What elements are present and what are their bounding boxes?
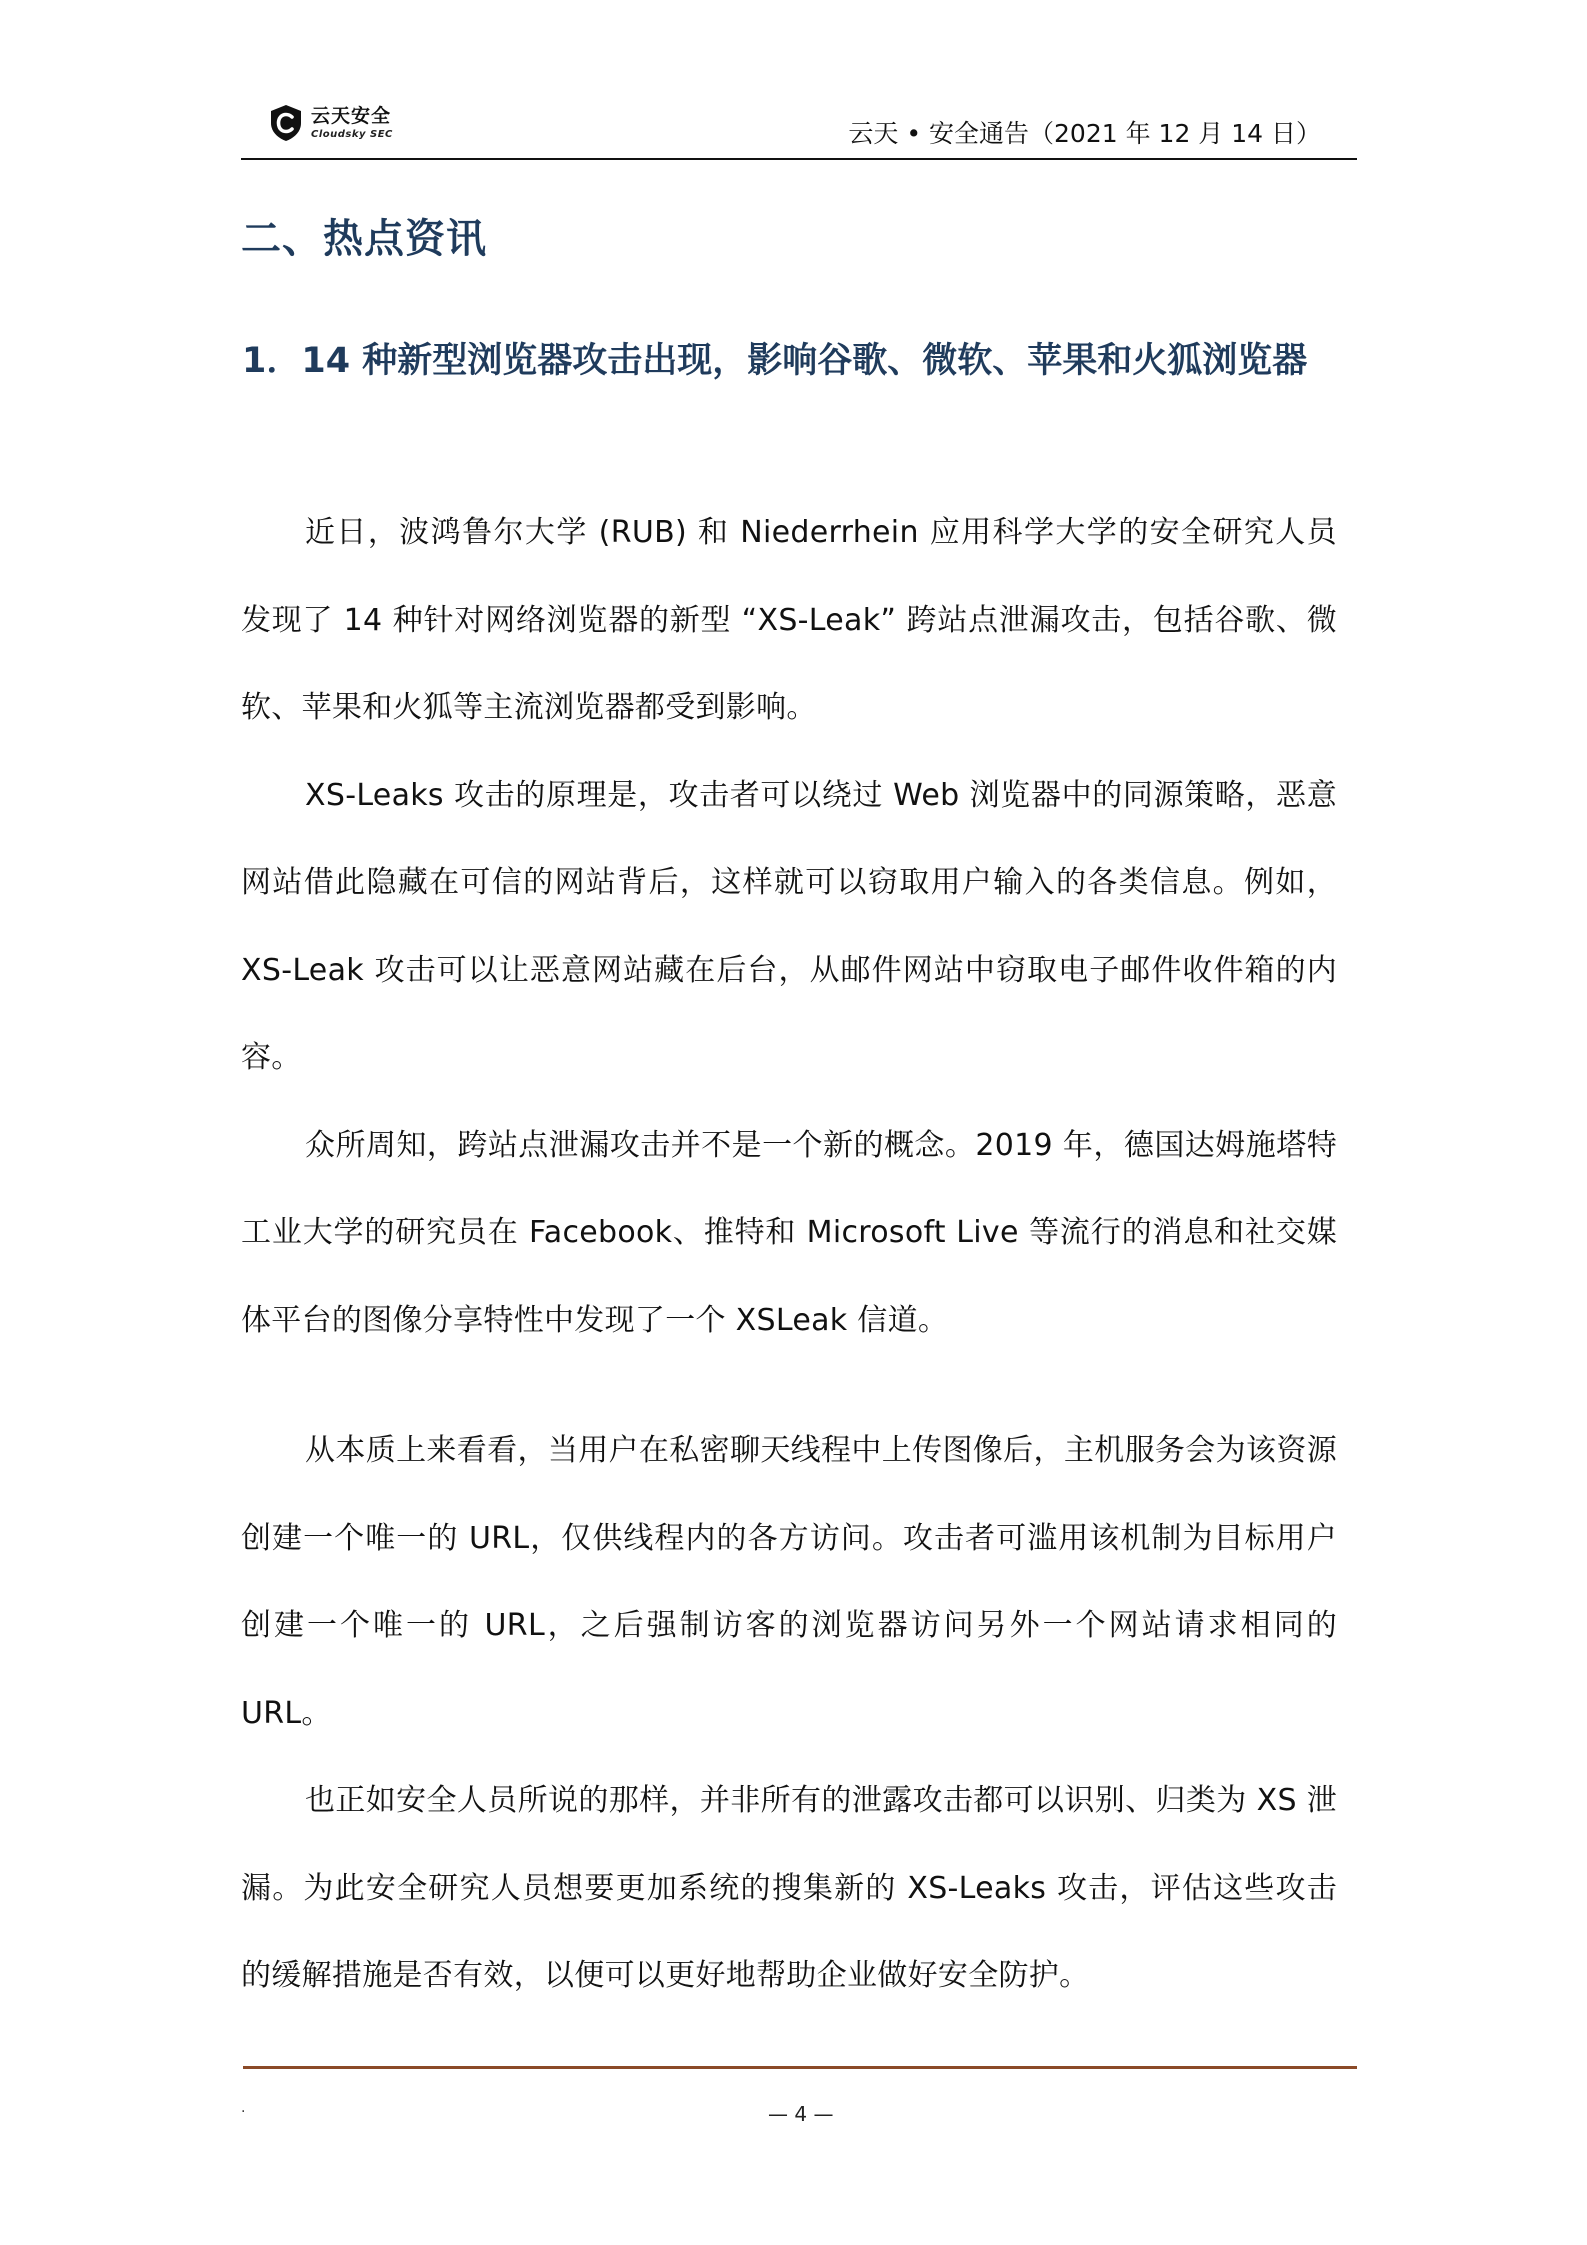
article-heading xyxy=(186,318,1346,405)
logo-english-name: Cloudsky SEC xyxy=(311,128,393,140)
article-heading-text: 1．14 种新型浏览器攻击出现，影响谷歌、微软、苹果和火狐浏览器 xyxy=(242,341,1308,381)
section-heading: 二、热点资讯 xyxy=(241,216,487,262)
company-logo xyxy=(269,100,393,146)
header-divider xyxy=(241,158,1357,160)
paragraph: 也正如安全人员所说的那样，并非所有的泄露攻击都可以识别、归类为 XS 泄漏。为此安全研究人员想要更加系统的搜集新的 XS-Leaks 攻击，评估这些攻击的缓解措施是否有效，以便可以更好地帮助企业做好安全防护。 xyxy=(241,1783,1337,1993)
page-header xyxy=(241,96,1357,162)
paragraph: 从本质上来看看，当用户在私密聊天线程中上传图像后，主机服务会为该资源创建一个唯一的 URL，仅供线程内的各方访问。攻击者可滥用该机制为目标用户创建一个唯一的 URL，之后强制访客的浏览器访问另外一个网站请求相同的 URL。 xyxy=(241,1433,1337,1731)
footer-mark: . xyxy=(241,2100,246,2116)
footer-divider xyxy=(243,2066,1357,2069)
paragraph: 众所周知，跨站点泄漏攻击并不是一个新的概念。2019 年，德国达姆施塔特工业大学的研究员在 Facebook、推特和 Microsoft Live 等流行的消息和社交媒体平台的图像分享特性中发现了一个 XSLeak 信道。 xyxy=(241,1127,1337,1338)
article-body xyxy=(241,489,1337,2020)
paragraph: XS-Leaks 攻击的原理是，攻击者可以绕过 Web 浏览器中的同源策略，恶意网站借此隐藏在可信的网站背后，这样就可以窃取用户输入的各类信息。例如，XS-Leak 攻击可以让恶意网站藏在后台，从邮件网站中窃取电子邮件收件箱的内容。 xyxy=(241,777,1337,1075)
logo-chinese-name: 云天安全 xyxy=(311,104,392,127)
shield-c-logo-icon xyxy=(269,104,303,142)
page-number: — 4 — xyxy=(768,2102,834,2126)
header-title: 云天 • 安全通告（2021 年 12 月 14 日） xyxy=(848,119,1321,148)
paragraph: 近日，波鸿鲁尔大学 (RUB) 和 Niederrhein 应用科学大学的安全研究人员发现了 14 种针对网络浏览器的新型 “XS-Leak” 跨站点泄漏攻击，包括谷歌、微软、苹果和火狐等主流浏览器都受到影响。 xyxy=(241,515,1337,725)
